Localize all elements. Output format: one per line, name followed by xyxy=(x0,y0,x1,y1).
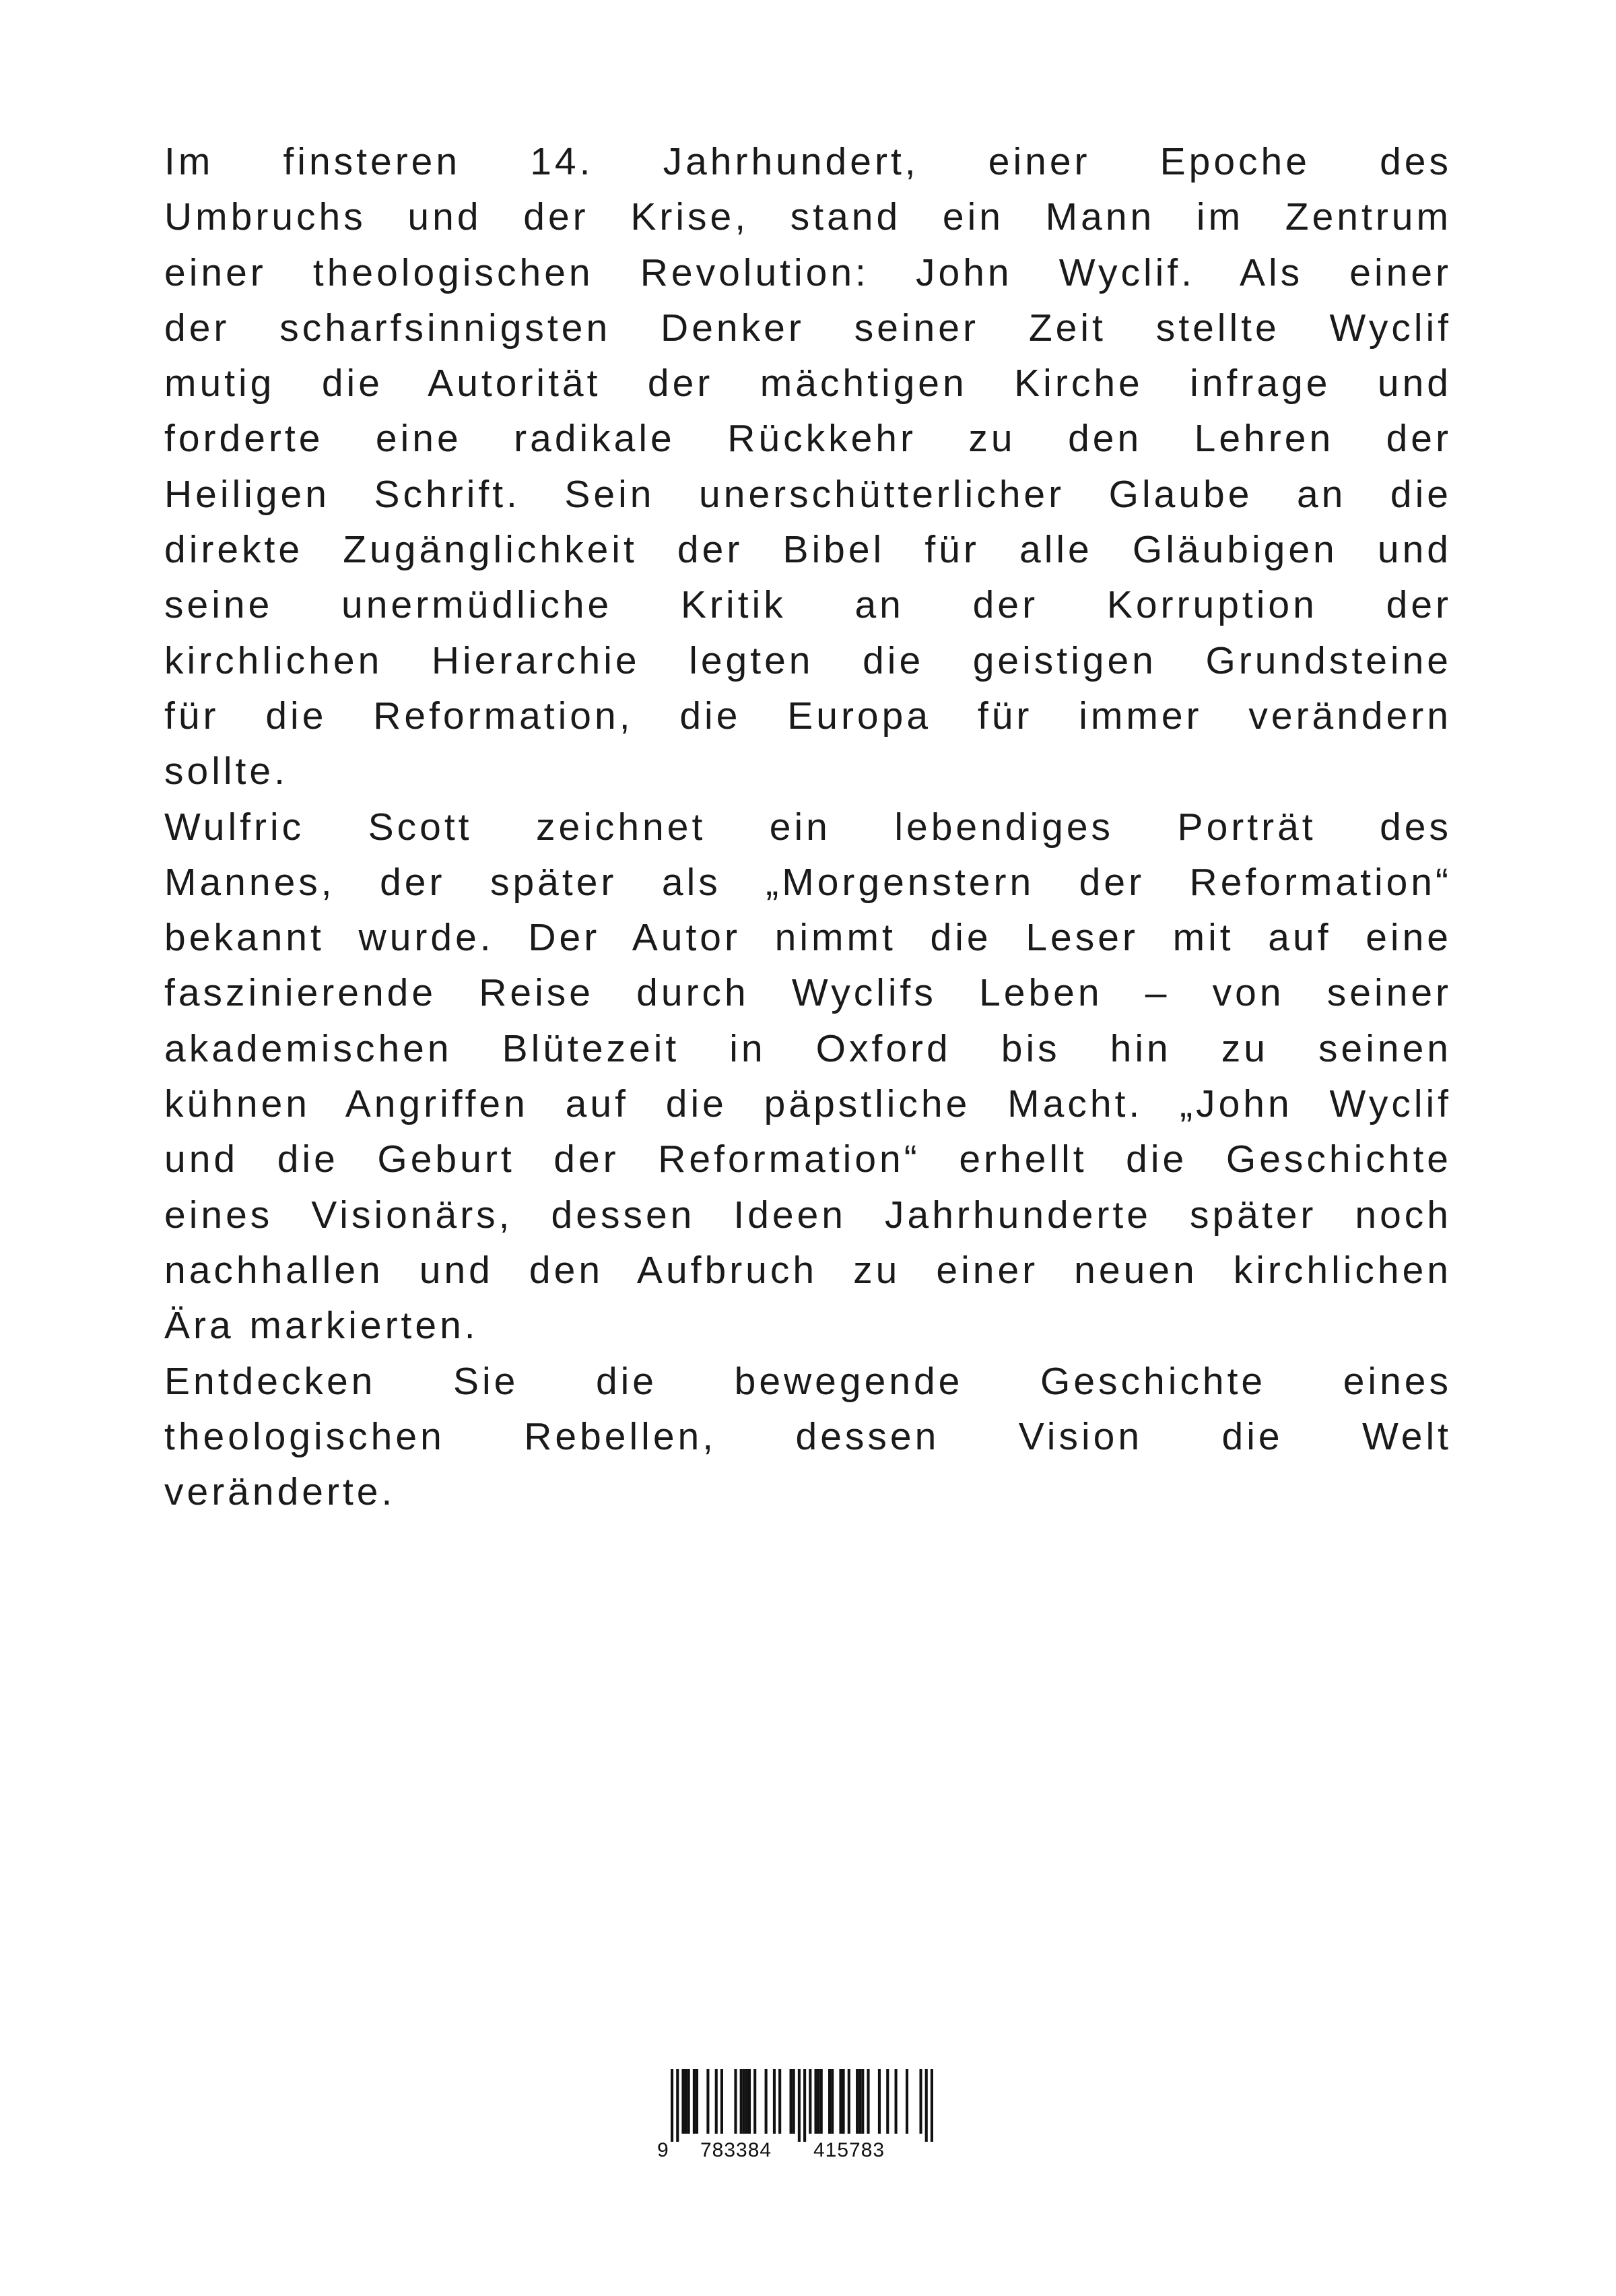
barcode-bar xyxy=(693,2069,696,2134)
barcode-bar xyxy=(848,2069,850,2134)
text-line: mutig die Autorität der mächtigen Kirche infrage und xyxy=(164,362,1452,405)
barcode-bar xyxy=(790,2069,793,2134)
barcode-left-digits: 783384 xyxy=(700,2139,772,2161)
text-line: nachhallen und den Aufbruch zu einer neuen kirchlichen xyxy=(164,1248,1452,1292)
barcode-bar xyxy=(740,2069,743,2134)
barcode-bar xyxy=(685,2069,687,2134)
barcode-bar xyxy=(831,2069,834,2134)
barcode-bar xyxy=(839,2069,842,2134)
barcode-bar xyxy=(895,2069,898,2134)
barcode-bar xyxy=(878,2069,881,2134)
text-line: Wulfric Scott zeichnet ein lebendiges Porträt des xyxy=(164,805,1452,849)
text-line: theologischen Rebellen, dessen Vision die Welt xyxy=(164,1414,1452,1458)
barcode-bar xyxy=(906,2069,908,2134)
text-line: für die Reformation, die Europa für immer verändern xyxy=(164,694,1452,737)
text-line: Im finsteren 14. Jahrhundert, einer Epoche des xyxy=(164,140,1452,183)
barcode-bar xyxy=(867,2069,869,2134)
barcode-bar xyxy=(743,2069,745,2134)
barcode-bar xyxy=(803,2069,806,2142)
text-line: kühnen Angriffen auf die päpstliche Macht. „John Wyclif xyxy=(164,1082,1452,1126)
blurb-paragraph-3 xyxy=(164,1354,1452,1520)
barcode-bar xyxy=(861,2069,864,2134)
text-line: sollte. xyxy=(164,750,288,793)
blurb-paragraph-2 xyxy=(164,799,1452,1354)
barcode-bar xyxy=(820,2069,823,2134)
barcode-bar xyxy=(671,2069,673,2142)
barcode-bar xyxy=(753,2069,756,2134)
barcode-bar xyxy=(696,2069,698,2134)
barcode-bar xyxy=(681,2069,684,2134)
barcode-bar xyxy=(706,2069,709,2134)
barcode-bar xyxy=(798,2069,801,2142)
barcode-bar xyxy=(745,2069,748,2134)
text-line: forderte eine radikale Rückkehr zu den Lehren der xyxy=(164,417,1452,461)
barcode-bar xyxy=(828,2069,831,2134)
barcode-bar xyxy=(687,2069,690,2134)
text-line: direkte Zugänglichkeit der Bibel für alle Gläubigen und xyxy=(164,528,1452,572)
text-line: einer theologischen Revolution: John Wyclif. Als einer xyxy=(164,251,1452,294)
text-line: veränderte. xyxy=(164,1470,396,1514)
barcode-bar xyxy=(925,2069,928,2142)
text-line: Umbruchs und der Krise, stand ein Mann im Zentrum xyxy=(164,195,1452,239)
text-line: der scharfsinnigsten Denker seiner Zeit stellte Wyclif xyxy=(164,306,1452,350)
barcode-bars xyxy=(671,2069,933,2142)
text-line: Ära markierten. xyxy=(164,1304,479,1348)
blurb-paragraph-1 xyxy=(164,134,1452,799)
barcode-bar xyxy=(720,2069,723,2134)
blurb-text xyxy=(164,134,1452,1519)
text-line: Heiligen Schrift. Sein unerschütterlicher Glaube an die xyxy=(164,472,1452,516)
barcode-bar xyxy=(809,2069,811,2134)
barcode-bar xyxy=(817,2069,820,2134)
barcode-bar xyxy=(814,2069,817,2134)
isbn-barcode xyxy=(657,2069,953,2163)
barcode-bar xyxy=(765,2069,768,2134)
text-line: bekannt wurde. Der Autor nimmt die Leser mit auf eine xyxy=(164,916,1452,960)
barcode-bar xyxy=(734,2069,737,2134)
barcode-bar xyxy=(773,2069,776,2134)
barcode-lead-digit: 9 xyxy=(657,2139,669,2161)
barcode-bar xyxy=(931,2069,933,2142)
text-line: faszinierende Reise durch Wyclifs Leben – von seiner xyxy=(164,971,1452,1015)
barcode-right-digits: 415783 xyxy=(813,2139,885,2161)
text-line: kirchlichen Hierarchie legten die geistigen Grundsteine xyxy=(164,638,1452,682)
barcode-bar xyxy=(919,2069,922,2134)
text-line: eines Visionärs, dessen Ideen Jahrhunderte später noch xyxy=(164,1193,1452,1237)
barcode-bar xyxy=(715,2069,718,2134)
barcode-bar xyxy=(856,2069,858,2134)
barcode-bar xyxy=(793,2069,795,2134)
text-line: Entdecken Sie die bewegende Geschichte eines xyxy=(164,1359,1452,1403)
barcode-bar xyxy=(886,2069,889,2134)
text-line: seine unermüdliche Kritik an der Korruption der xyxy=(164,583,1452,627)
barcode-bar xyxy=(778,2069,781,2134)
text-line: akademischen Blütezeit in Oxford bis hin zu seinen xyxy=(164,1026,1452,1070)
text-line: Mannes, der später als „Morgenstern der Reformation“ xyxy=(164,860,1452,904)
barcode-bar xyxy=(676,2069,679,2142)
barcode-bar xyxy=(842,2069,845,2134)
barcode-bar xyxy=(858,2069,861,2134)
barcode-bar xyxy=(748,2069,751,2134)
text-line: und die Geburt der Reformation“ erhellt die Geschichte xyxy=(164,1138,1452,1181)
